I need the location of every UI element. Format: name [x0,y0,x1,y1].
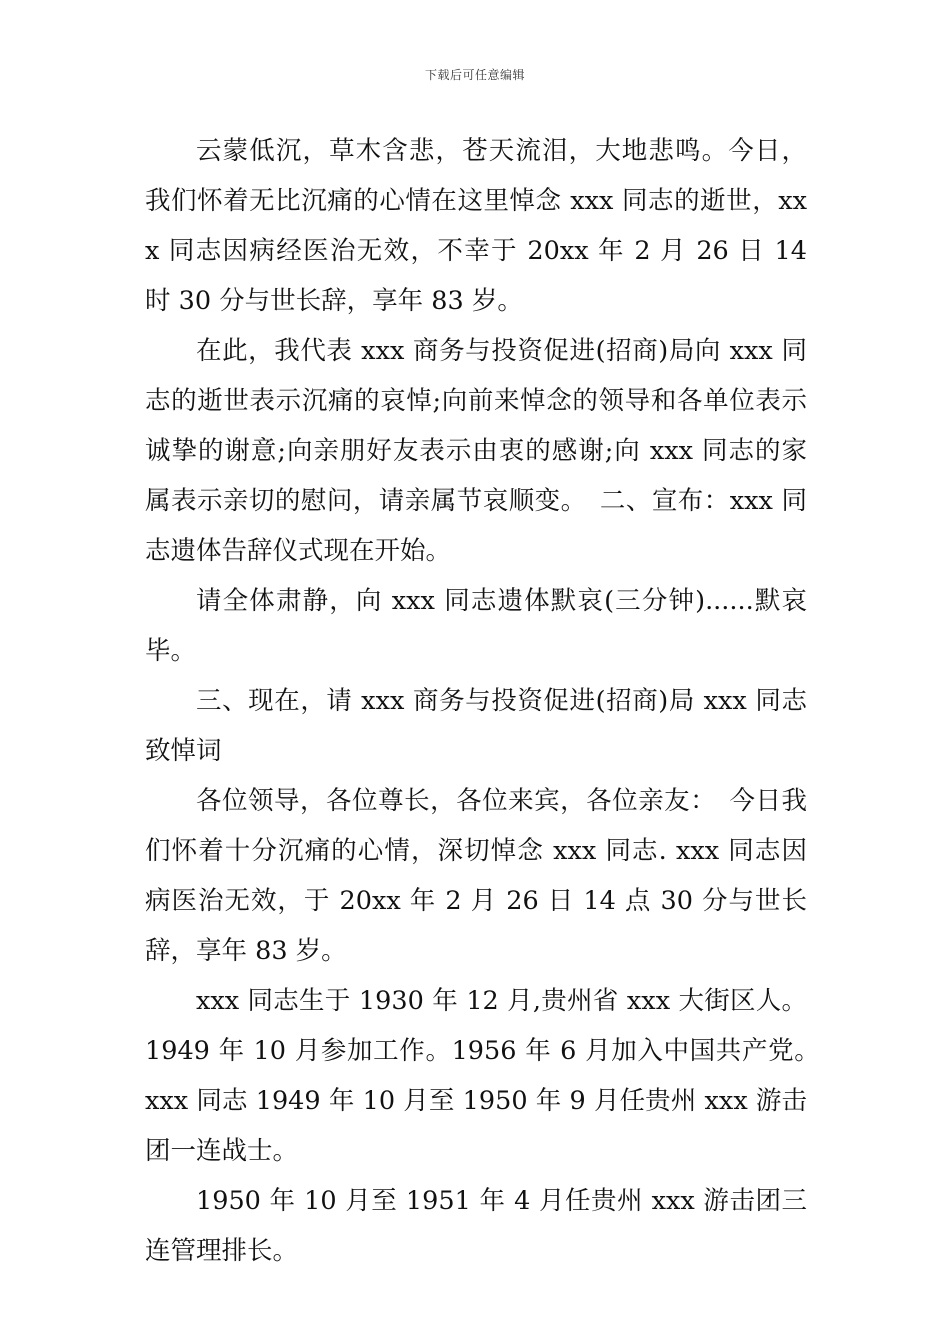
header-note: 下载后可任意编辑 [424,68,525,82]
paragraph: 各位领导，各位尊长，各位来宾，各位亲友： 今日我们怀着十分沉痛的心情，深切悼念 xxx 同志. xxx 同志因病医治无效，于 20xx 年 2 月 26 日 14 点 30 分与世长辞，享年 83 岁。 [145,786,807,966]
paragraph: 在此，我代表 xxx 商务与投资促进(招商)局向 xxx 同志的逝世表示沉痛的哀悼;向前来悼念的领导和各单位表示诚挚的谢意;向亲朋好友表示由衷的感谢;向 xxx 同志的家属表示亲切的慰问，请亲属节哀顺变。 二、宣布：xxx 同志遗体告辞仪式现在开始。 [145,336,807,566]
paragraph: xxx 同志生于 1930 年 12 月,贵州省 xxx 大街区人。1949 年 10 月参加工作。1956 年 6 月加入中国共产党。 xxx 同志 1949 年 10 月至 1950 年 9 月任贵州 xxx 游击团一连战士。 [145,986,833,1166]
paragraph: 三、现在，请 xxx 商务与投资促进(招商)局 xxx 同志致悼词 [145,686,807,766]
paragraph: 云蒙低沉，草木含悲，苍天流泪，大地悲鸣。今日，我们怀着无比沉痛的心情在这里悼念 xxx 同志的逝世，xxx 同志因病经医治无效，不幸于 20xx 年 2 月 26 日 14 时 30 分与世长辞，享年 83 岁。 [145,136,807,316]
document-body [145,126,833,1276]
paragraph: 请全体肃静，向 xxx 同志遗体默哀(三分钟)......默哀毕。 [145,586,807,666]
paragraph: 1950 年 10 月至 1951 年 4 月任贵州 xxx 游击团三连管理排长。 [145,1186,807,1266]
